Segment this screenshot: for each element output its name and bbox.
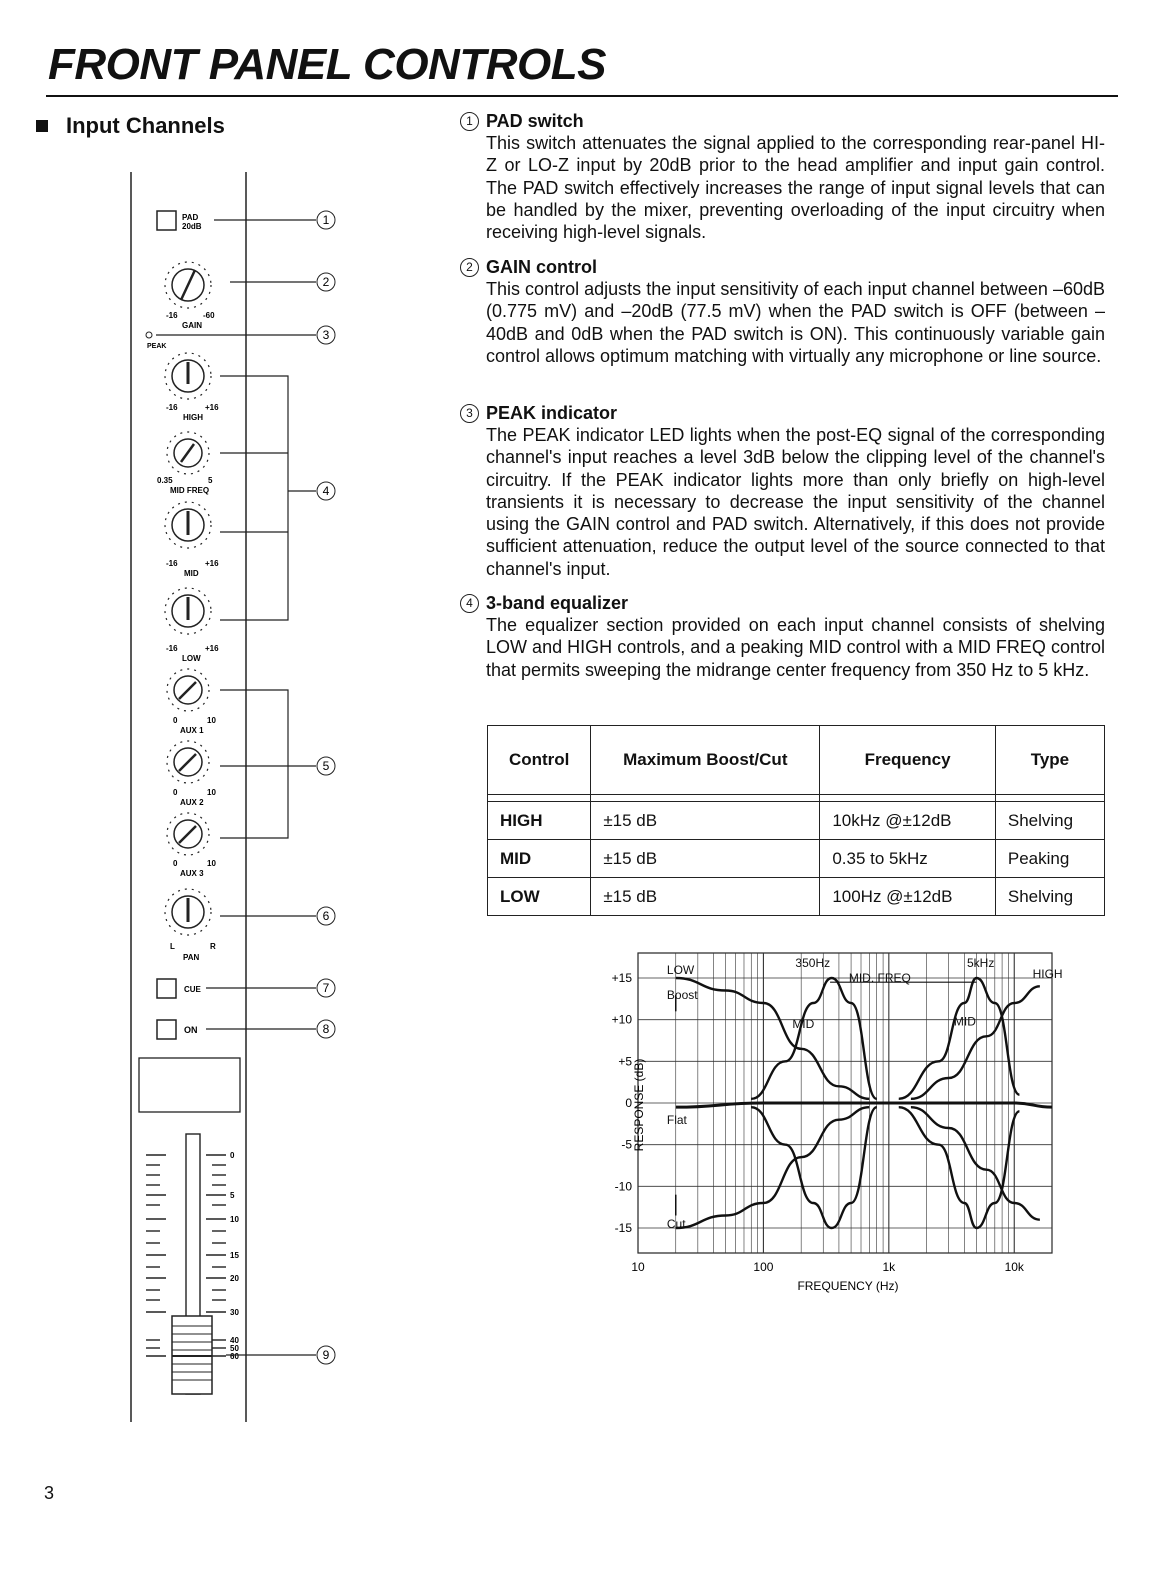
table-cell: LOW bbox=[488, 878, 591, 916]
eq-spec-table bbox=[487, 725, 1105, 916]
series-line bbox=[751, 1107, 876, 1228]
item-number: 2 bbox=[460, 258, 479, 277]
pan-label: PAN bbox=[183, 953, 200, 962]
item-pad-switch bbox=[460, 110, 1105, 243]
aux1-min: 0 bbox=[173, 716, 178, 725]
midfreq-label: MID FREQ bbox=[170, 486, 210, 495]
item-heading: PEAK indicator bbox=[486, 403, 618, 423]
fader-scale-10: 10 bbox=[230, 1215, 239, 1224]
series-line bbox=[751, 978, 876, 1099]
aux3-min: 0 bbox=[173, 859, 178, 868]
callout-6: 6 bbox=[322, 909, 330, 923]
x-axis-label: FREQUENCY (Hz) bbox=[797, 1279, 899, 1293]
chart-annotation: MID bbox=[953, 1014, 976, 1029]
channel-label-strip bbox=[139, 1058, 240, 1112]
table-cell: Shelving bbox=[995, 878, 1104, 916]
chart-annotation: 350Hz bbox=[795, 956, 831, 971]
mid-label: MID bbox=[184, 569, 199, 578]
series-line bbox=[911, 1107, 1040, 1220]
y-tick-label: +5 bbox=[618, 1054, 632, 1069]
callout-1: 1 bbox=[322, 213, 330, 227]
gain-max: -60 bbox=[203, 311, 215, 320]
page-number: 3 bbox=[44, 1483, 55, 1503]
midfreq-knob bbox=[167, 432, 209, 474]
item-body: The equalizer section provided on each input channel consists of shelving LOW and HIGH controls, and a peaking MID control with a MID FREQ control that permits sweeping the midrange center frequency from 350 Hz to 5 kHz. bbox=[486, 615, 1105, 680]
fader-scale-0: 0 bbox=[230, 1151, 235, 1160]
channel-strip-diagram bbox=[0, 0, 360, 1430]
aux1-max: 10 bbox=[207, 716, 216, 725]
section-title: Input Channels bbox=[66, 113, 225, 138]
x-tick-label: 1k bbox=[882, 1260, 896, 1274]
item-heading: PAD switch bbox=[486, 111, 584, 131]
series-line bbox=[676, 1107, 870, 1228]
y-tick-label: +15 bbox=[611, 971, 632, 985]
series-line bbox=[911, 986, 1040, 1099]
pad-switch bbox=[157, 211, 176, 230]
chart-annotation: LOW bbox=[666, 962, 695, 977]
on-switch bbox=[157, 1020, 176, 1039]
item-body: This control adjusts the input sensitivity of each input channel between –60dB (0.775 mV) and –20dB (77.5 mV) when the PAD switch is OFF (between –40dB and 0dB when the PAD switch is ON). This continuously variable gain control allows optimum matching with virtually any microphone or line source. bbox=[486, 279, 1105, 366]
aux3-max: 10 bbox=[207, 859, 216, 868]
aux1-knob bbox=[167, 669, 209, 711]
fader-scale-5: 5 bbox=[230, 1191, 235, 1200]
cue-label: CUE bbox=[184, 985, 201, 994]
table-cell: 0.35 to 5kHz bbox=[820, 840, 996, 878]
high-label: HIGH bbox=[183, 413, 203, 422]
item-number: 1 bbox=[460, 112, 479, 131]
table-header: Frequency bbox=[820, 726, 996, 795]
x-tick-label: 10k bbox=[1004, 1260, 1024, 1274]
pan-l: L bbox=[170, 942, 175, 951]
high-max: +16 bbox=[205, 403, 219, 412]
series-line bbox=[676, 1103, 1052, 1107]
pad-label: PAD bbox=[182, 213, 199, 222]
table-cell: 100Hz @±12dB bbox=[820, 878, 996, 916]
pan-r: R bbox=[210, 942, 216, 951]
table-header: Control bbox=[488, 726, 591, 795]
chart-annotation: HIGH bbox=[1032, 967, 1063, 981]
aux1-label: AUX 1 bbox=[180, 726, 204, 735]
page-title: FRONT PANEL CONTROLS bbox=[48, 40, 606, 89]
fader-scale-15: 15 bbox=[230, 1251, 239, 1260]
chart-annotations bbox=[667, 956, 1063, 1231]
pan-knob bbox=[165, 889, 211, 935]
callout-7: 7 bbox=[322, 981, 330, 995]
item-number: 4 bbox=[460, 594, 479, 613]
peak-label: PEAK bbox=[147, 343, 167, 350]
peak-led bbox=[146, 332, 152, 338]
callout-8: 8 bbox=[322, 1022, 330, 1036]
table-cell: ±15 dB bbox=[591, 802, 820, 840]
table-cell: MID bbox=[488, 840, 591, 878]
item-gain-control bbox=[460, 256, 1105, 367]
fader-scale-50: 50 bbox=[230, 1344, 239, 1353]
low-knob bbox=[165, 588, 211, 634]
y-tick-label: -10 bbox=[614, 1179, 632, 1194]
table-row bbox=[488, 840, 1105, 878]
mid-max: +16 bbox=[205, 559, 219, 568]
table-cell: ±15 dB bbox=[591, 878, 820, 916]
chart-annotation: MID bbox=[792, 1017, 815, 1031]
aux2-knob bbox=[167, 741, 209, 783]
item-body: This switch attenuates the signal applied to the corresponding rear-panel HI-Z or LO-Z input by 20dB prior to the head amplifier and input gain control. The PAD switch effectively increases the range of input signal levels that can be handled by the mixer, preventing overloading of the input circuitry when receiving high-level signals. bbox=[486, 133, 1105, 243]
fader-scale-20: 20 bbox=[230, 1274, 239, 1283]
chart-curves bbox=[676, 978, 1052, 1228]
table-cell: Peaking bbox=[995, 840, 1104, 878]
callout-3: 3 bbox=[322, 328, 330, 342]
low-max: +16 bbox=[205, 644, 219, 653]
gain-knob bbox=[165, 262, 211, 308]
table-header: Type bbox=[995, 726, 1104, 795]
table-row bbox=[488, 802, 1105, 840]
item-3-band-equalizer bbox=[460, 592, 1105, 681]
y-tick-label: -15 bbox=[614, 1221, 632, 1235]
high-min: -16 bbox=[166, 403, 178, 412]
fader-scale-30: 30 bbox=[230, 1308, 239, 1317]
series-line bbox=[899, 978, 1020, 1099]
callout-numbers bbox=[317, 211, 335, 1364]
mid-knob bbox=[165, 502, 211, 548]
item-number: 3 bbox=[460, 404, 479, 423]
y-tick-label: 0 bbox=[625, 1096, 632, 1110]
low-min: -16 bbox=[166, 644, 178, 653]
y-tick-label: +10 bbox=[611, 1012, 632, 1027]
midfreq-max: 5 bbox=[208, 476, 213, 485]
y-axis-label: RESPONSE (dB) bbox=[632, 1058, 646, 1152]
item-heading: GAIN control bbox=[486, 257, 597, 277]
item-heading: 3-band equalizer bbox=[486, 593, 629, 613]
midfreq-min: 0.35 bbox=[157, 476, 173, 485]
fader-scale-40: 40 bbox=[230, 1336, 239, 1345]
eq-response-chart bbox=[570, 945, 1070, 1295]
high-knob bbox=[165, 353, 211, 399]
chart-annotation: 5kHz bbox=[966, 956, 995, 971]
gain-label: GAIN bbox=[182, 321, 202, 330]
table-cell: 10kHz @±12dB bbox=[820, 802, 996, 840]
table-cell: ±15 dB bbox=[591, 840, 820, 878]
callout-2: 2 bbox=[322, 275, 330, 289]
fader-scale bbox=[230, 1151, 239, 1361]
chart-annotation: Cut bbox=[666, 1217, 686, 1231]
series-line bbox=[899, 1107, 1020, 1228]
chart-annotation: Boost bbox=[666, 987, 698, 1002]
aux2-label: AUX 2 bbox=[180, 798, 204, 807]
fader-scale-60: 60 bbox=[230, 1352, 239, 1361]
table-cell: Shelving bbox=[995, 802, 1104, 840]
fader bbox=[172, 1134, 212, 1394]
x-tick-label: 10 bbox=[631, 1260, 645, 1274]
x-tick-label: 100 bbox=[753, 1260, 774, 1274]
item-body: The PEAK indicator LED lights when the post-EQ signal of the corresponding channel's input reaches a level 3dB below the clipping level of the channel's circuitry. If the PEAK indicator lights more than only briefly on high-level transients it is necessary to decrease the input sensitivity of the channel using the GAIN control and PAD switch. Alternatively, if this does not provide sufficient attenuation, reduce the output level of the source connected to that channel's input. bbox=[486, 425, 1105, 579]
table-cell: HIGH bbox=[488, 802, 591, 840]
table-header: Maximum Boost/Cut bbox=[591, 726, 820, 795]
table-header-row bbox=[488, 726, 1105, 795]
on-label: ON bbox=[184, 1025, 198, 1035]
mid-min: -16 bbox=[166, 559, 178, 568]
low-label: LOW bbox=[182, 654, 201, 663]
table-row bbox=[488, 878, 1105, 916]
callout-4: 4 bbox=[322, 484, 330, 498]
gain-min: -16 bbox=[166, 311, 178, 320]
aux3-label: AUX 3 bbox=[180, 869, 204, 878]
cue-switch bbox=[157, 979, 176, 998]
chart-annotation: Flat bbox=[666, 1112, 687, 1127]
pad-sub-label: 20dB bbox=[182, 222, 202, 231]
aux2-min: 0 bbox=[173, 788, 178, 797]
chart-annotation: MID. FREQ bbox=[848, 971, 911, 986]
series-line bbox=[676, 978, 870, 1099]
aux2-max: 10 bbox=[207, 788, 216, 797]
callout-5: 5 bbox=[322, 759, 330, 773]
item-peak-indicator bbox=[460, 402, 1105, 580]
aux3-knob bbox=[167, 813, 209, 855]
callout-9: 9 bbox=[322, 1348, 330, 1362]
y-tick-label: -5 bbox=[621, 1137, 632, 1152]
